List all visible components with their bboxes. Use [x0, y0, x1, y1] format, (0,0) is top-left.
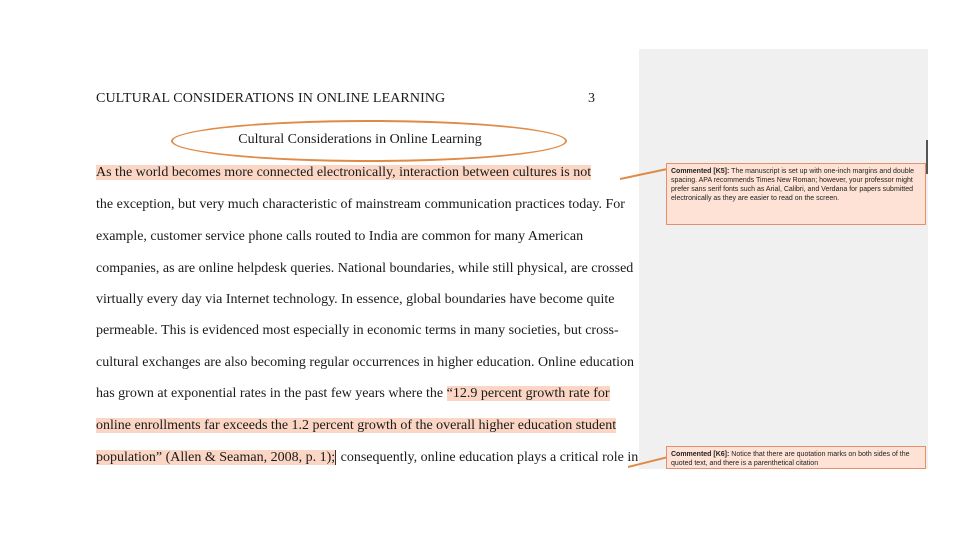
body-line: [96, 260, 633, 278]
body-text-span: has grown at exponential rates in the past few years where the: [96, 386, 447, 401]
body-text-span: companies, as are online helpdesk queries. National boundaries, while still physical, are crossed: [96, 261, 634, 276]
comment-margin-pane: [639, 49, 928, 469]
body-text-span: permeable. This is evidenced most especially in economic terms in many societies, but cross-: [96, 323, 619, 338]
slide-bottom-margin: [0, 469, 960, 540]
paper-title: Cultural Considerations in Online Learning: [238, 132, 482, 147]
body-line: [96, 291, 614, 309]
body-text-span: virtually every day via Internet technology. In essence, global boundaries have become quite: [96, 292, 615, 307]
body-text-span: consequently, online education plays a critical role in: [337, 450, 639, 465]
comment-text: The manuscript is set up with one-inch margins and double spacing. APA recommends Times New Roman; however, your professor might prefer sans serif fonts such as Arial, Calibri, and Verdana for papers submitted electronically as they are easier to read on the screen.: [671, 168, 915, 202]
highlighted-text: “12.9 percent growth rate for: [446, 386, 610, 401]
body-line: [96, 322, 619, 340]
body-line: [96, 354, 634, 372]
body-line: [96, 449, 638, 467]
body-text-span: example, customer service phone calls routed to India are common for many American: [96, 229, 584, 244]
body-line: [96, 196, 625, 214]
scrollbar-thumb[interactable]: [926, 140, 928, 174]
body-text-span: the exception, but very much characteristic of mainstream communication practices today. For: [96, 197, 625, 212]
running-head: CULTURAL CONSIDERATIONS IN ONLINE LEARNING: [96, 91, 446, 106]
highlighted-text: As the world becomes more connected electronically, interaction between cultures is not: [96, 165, 592, 180]
highlighted-text: online enrollments far exceeds the 1.2 percent growth of the overall higher education student: [96, 418, 617, 433]
body-line: [96, 228, 583, 246]
body-line: [96, 385, 610, 403]
body-text-span: cultural exchanges are also becoming regular occurrences in higher education. Online education: [96, 355, 634, 370]
comment-label: Commented [K6]:: [671, 451, 730, 458]
comment-k6[interactable]: [666, 446, 926, 469]
body-line: [96, 417, 616, 435]
comment-k5[interactable]: [666, 163, 926, 225]
comment-label: Commented [K5]:: [671, 168, 730, 175]
body-line: [96, 164, 591, 182]
page-number: 3: [588, 91, 595, 106]
comment-text: Notice that there are quotation marks on both sides of the quoted text, and there is a parenthetical citation: [671, 451, 910, 467]
highlighted-text: population” (Allen & Seaman, 2008, p. 1);: [96, 450, 336, 465]
